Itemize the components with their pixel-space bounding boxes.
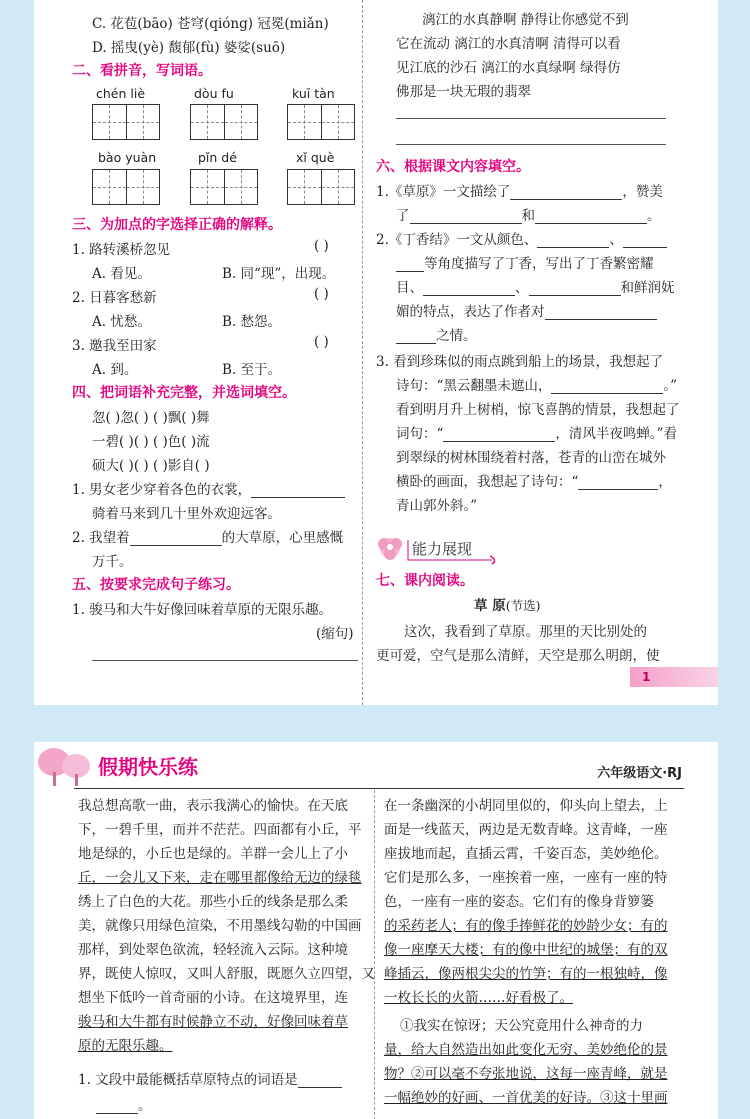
passage-left-line: 地是绿的，小丘也是绿的。羊群一会儿上了小 [78, 846, 348, 862]
writing-grid[interactable] [287, 104, 355, 140]
page-header [34, 742, 718, 786]
q4-2-text-cont: 万千。 [92, 554, 133, 570]
q3-2-option-b: B. 愁怨。 [222, 314, 282, 330]
q3-2: 2. 日暮客愁新 [72, 290, 157, 306]
banner-label: 能力展现 [412, 540, 473, 558]
answer-blank[interactable] [551, 380, 663, 394]
idiom-row-1[interactable]: 忽( )忽( ) ( )飘( )舞 [92, 410, 210, 426]
answer-blank[interactable] [396, 330, 436, 344]
q5-1-hint: (缩句) [316, 626, 354, 642]
workbook-page-1 [34, 0, 718, 705]
answer-blank[interactable] [130, 532, 222, 546]
q3-2-option-a: A. 忧愁。 [92, 314, 151, 330]
pinyin-1: chén liè [96, 86, 146, 101]
answer-blank[interactable] [443, 428, 555, 442]
passage-left-line: 想坐下低吟一首奇丽的小诗。在这境界里，连 [78, 990, 348, 1006]
answer-blank[interactable] [623, 234, 667, 248]
passage-right-line: 在一条幽深的小胡同里似的，仰头向上望去，上 [384, 798, 668, 814]
q3-3-option-b: B. 至于。 [222, 362, 282, 378]
q3-1: 1. 路转溪桥忽见 [72, 242, 171, 258]
q5-1: 1. 骏马和大牛好像回味着草原的无限乐趣。 [72, 602, 333, 618]
answer-blank[interactable] [535, 210, 647, 224]
passage-right-line: 的采药老人；有的像手捧鲜花的妙龄少女；有的 [384, 918, 668, 934]
section-3-title: 三、为加点的字选择正确的解释。 [72, 217, 282, 233]
answer-blank[interactable] [96, 1100, 138, 1114]
q6-2-text-cont2: 目、 、 和鲜润妩 [396, 280, 675, 296]
passage-left-line: 我总想高歌一曲，表示我满心的愉快。在天底 [78, 798, 348, 814]
page-number: 1 [630, 667, 718, 687]
passage-left-line: 美，就像只用绿色渲染，不用墨线勾勒的中国画 [78, 918, 362, 934]
q4-2-text: 2. 我望着 的大草原，心里感慨 [72, 530, 344, 546]
passage-line-4: 佛那是一块无瑕的翡翠 [396, 84, 531, 100]
answer-line[interactable] [396, 144, 666, 145]
writing-grid[interactable] [287, 169, 355, 205]
answer-blank[interactable] [537, 234, 609, 248]
answer-line[interactable] [396, 118, 666, 119]
header-rule [74, 788, 684, 789]
q3-1-option-a: A. 看见。 [92, 266, 151, 282]
pinyin-3: kuī tàn [292, 86, 335, 101]
pinyin-4: bào yuàn [98, 150, 157, 165]
passage-right-line: 峰插云，像两根尖尖的竹笋；有的一根独峙，像 [384, 966, 668, 982]
q6-2-text-cont3: 媚的特点，表达了作者对 [396, 300, 657, 320]
passage-right-line: ①我实在惊讶；天公究竟用什么神奇的力 [400, 1018, 643, 1034]
passage-right-line: 座拔地而起，直插云霄，千姿百态，美妙绝伦。 [384, 846, 668, 862]
passage-right-line: 一幅绝妙的好画、一首优美的好诗。③这十里画 [384, 1090, 668, 1106]
pinyin-6: xǐ què [296, 150, 335, 165]
pinyin-2: dòu fu [194, 86, 234, 101]
q6-3-text-cont: 诗句：“黑云翻墨未遮山， 。” [396, 378, 678, 394]
writing-grid[interactable] [190, 104, 258, 140]
answer-blank[interactable] [545, 306, 657, 320]
option-c: C. 花苞(bāo) 苍穹(qióng) 冠冕(miǎn) [92, 16, 329, 32]
answer-blank[interactable] [410, 210, 522, 224]
answer-paren[interactable]: ( ) [314, 286, 329, 302]
answer-line[interactable] [92, 660, 358, 661]
q3-1-option-b: B. 同“现”，出现。 [222, 266, 336, 282]
reading-line-2: 更可爱，空气是那么清鲜，天空是那么明朗，使 [376, 648, 660, 664]
option-d: D. 摇曳(yè) 馥郁(fù) 婆娑(suō) [92, 40, 286, 56]
q4-1-text: 1. 男女老少穿着各色的衣裳， [72, 478, 345, 498]
reading-line-1: 这次，我看到了草原。那里的天比别处的 [404, 624, 647, 640]
logo-text: 假期快乐练 [98, 755, 198, 779]
answer-blank[interactable] [298, 1074, 342, 1088]
answer-blank[interactable] [423, 282, 515, 296]
passage-left-line: 那样，到处翠色欲流，轻轻流入云际。这种境 [78, 942, 348, 958]
passage-left-line: 丘，一会儿又下来，走在哪里都像给无边的绿毯 [78, 870, 362, 886]
section-2-title: 二、看拼音，写词语。 [72, 63, 212, 79]
passage-right-line: 像一座摩天大楼；有的像中世纪的城堡；有的双 [384, 942, 668, 958]
writing-grid[interactable] [92, 169, 160, 205]
ability-banner [374, 532, 504, 566]
q6-1-text: 1.《草原》一文描绘了 ，赞美 [376, 184, 663, 200]
reading-title: 草 原(节选) [474, 598, 541, 614]
left-question-1-cont: 。 [96, 1094, 152, 1114]
writing-grid[interactable] [190, 169, 258, 205]
pinyin-5: pǐn dé [198, 150, 237, 165]
answer-paren[interactable]: ( ) [314, 238, 329, 254]
answer-paren[interactable]: ( ) [314, 334, 329, 350]
passage-line-1: 漓江的水真静啊 静得让你感觉不到 [422, 12, 629, 28]
answer-blank[interactable] [578, 476, 658, 490]
passage-left-line: 下，一碧千里，而并不茫茫。四面都有小丘，平 [78, 822, 362, 838]
q6-3-text-cont5: 横卧的画面，我想起了诗句：“ ， [396, 474, 672, 490]
passage-left-line: 原的无限乐趣。 [78, 1038, 173, 1054]
section-5-title: 五、按要求完成句子练习。 [72, 577, 240, 593]
section-6-title: 六、根据课文内容填空。 [376, 159, 530, 175]
passage-left-line: 骏马和大牛都有时候静立不动，好像回味着草 [78, 1014, 348, 1030]
q6-3-text: 3. 看到珍珠似的雨点跳到船上的场景，我想起了 [376, 354, 664, 370]
q6-3-text-cont3: 词句：“ ，清风半夜鸣蝉。”看 [396, 426, 678, 442]
q6-2-text-cont4: 之情。 [396, 324, 477, 344]
idiom-row-3[interactable]: 硕大( )( ) ( )影自( ) [92, 458, 210, 474]
q3-3: 3. 邀我至田家 [72, 338, 157, 354]
trees-logo-icon [34, 742, 204, 788]
q6-3-text-cont2: 看到明月升上树梢，惊飞喜鹊的情景，我想起了 [396, 402, 680, 418]
column-divider [374, 790, 375, 1119]
section-4-title: 四、把词语补充完整，并选词填空。 [72, 385, 296, 401]
q6-3-text-cont4: 到翠绿的树林围绕着村落，苍青的山峦在城外 [396, 450, 666, 466]
left-question-1: 1. 文段中最能概括草原特点的词语是 [78, 1068, 342, 1088]
passage-right-line: 物？②可以毫不夸张地说，这每一座青峰，就是 [384, 1066, 668, 1082]
answer-blank[interactable] [529, 282, 621, 296]
q6-3-text-cont6: 青山郭外斜。” [396, 498, 478, 514]
passage-line-2: 它在流动 漓江的水真清啊 清得可以看 [396, 36, 621, 52]
passage-right-line: 面是一线蓝天，两边是无数青峰。这青峰，一座 [384, 822, 668, 838]
q6-2-text: 2.《丁香结》一文从颜色、 、 [376, 228, 667, 248]
q6-1-text-cont: 了 和 。 [396, 208, 661, 224]
workbook-page-2 [34, 742, 718, 1119]
q3-3-option-a: A. 到。 [92, 362, 138, 378]
writing-grid[interactable] [92, 104, 160, 140]
passage-left-line: 绣上了白色的大花。那些小丘的线条是那么柔 [78, 894, 348, 910]
q6-2-text-cont: 等角度描写了丁香，写出了丁香繁密耀 [396, 252, 654, 272]
passage-left-line: 界，既使人惊叹，又叫人舒服，既愿久立四望，又 [78, 966, 375, 982]
grade-label: 六年级语文·RJ [597, 766, 682, 781]
q4-1-text-cont: 骑着马来到几十里外欢迎远客。 [92, 506, 281, 522]
section-7-title: 七、课内阅读。 [376, 573, 474, 589]
passage-right-line: 量，给大自然造出如此变化无穷、美妙绝伦的景 [384, 1042, 668, 1058]
answer-blank[interactable] [510, 186, 622, 200]
passage-right-line: 一枚长长的火箭……好看极了。 [384, 990, 573, 1006]
column-divider [362, 0, 363, 705]
passage-right-line: 它们是那么多，一座挨着一座，一座有一座的特 [384, 870, 668, 886]
answer-blank[interactable] [251, 484, 345, 498]
passage-line-3: 见江底的沙石 漓江的水真绿啊 绿得仿 [396, 60, 621, 76]
idiom-row-2[interactable]: 一碧( )( ) ( )色( )流 [92, 434, 210, 450]
passage-right-line: 色，一座有一座的姿态。它们有的像身背箩篓 [384, 894, 654, 910]
answer-blank[interactable] [396, 258, 424, 272]
